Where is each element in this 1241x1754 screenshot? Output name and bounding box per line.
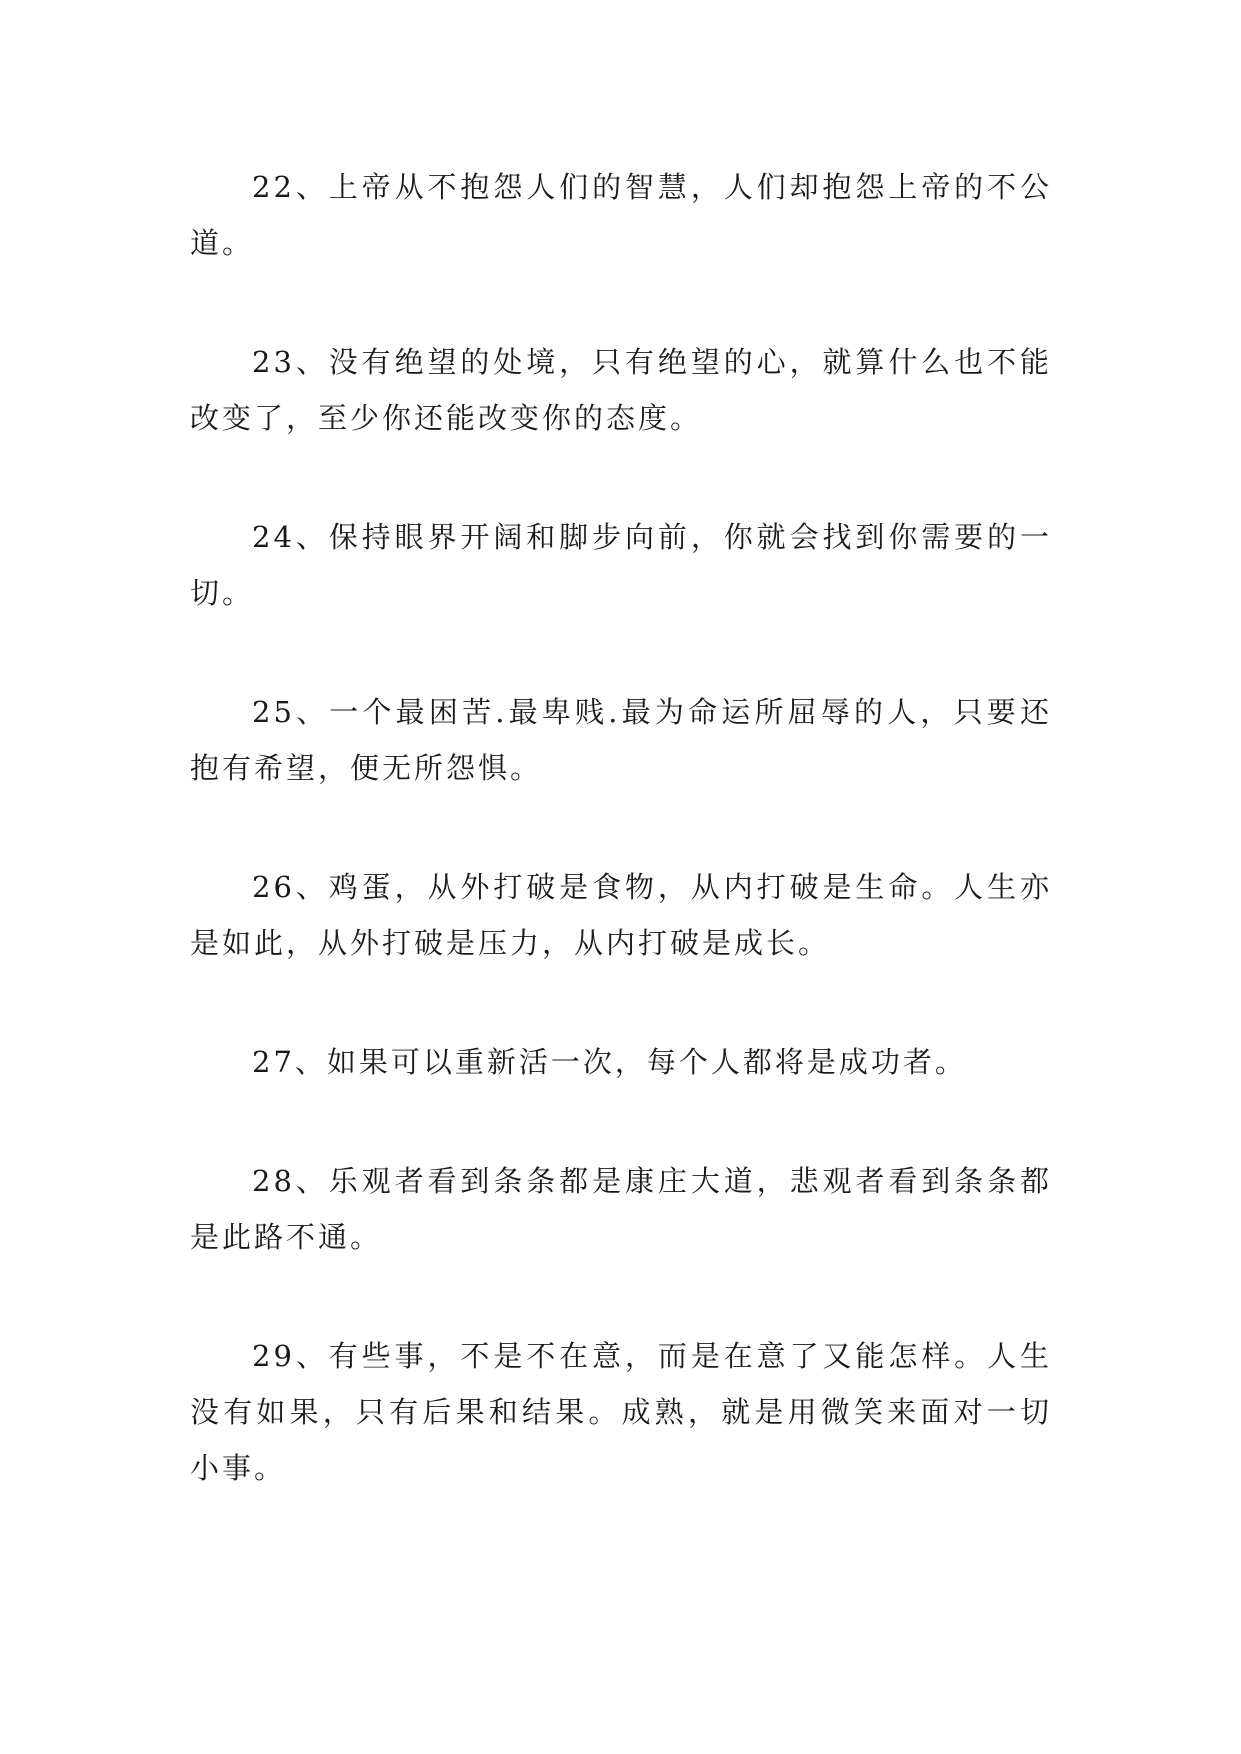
quote-paragraph-22: 22、上帝从不抱怨人们的智慧，人们却抱怨上帝的不公道。 — [190, 170, 1052, 260]
quote-paragraph-27: 27、如果可以重新活一次，每个人都将是成功者。 — [252, 1045, 967, 1079]
quote-paragraph-23: 23、没有绝望的处境，只有绝望的心，就算什么也不能改变了，至少你还能改变你的态度。 — [190, 345, 1052, 435]
quote-paragraph-28: 28、乐观者看到条条都是康庄大道，悲观者看到条条都是此路不通。 — [190, 1164, 1052, 1254]
quote-paragraph-26: 26、鸡蛋，从外打破是食物，从内打破是生命。人生亦是如此，从外打破是压力，从内打破是成长。 — [190, 870, 1052, 960]
quote-paragraph-29: 29、有些事，不是不在意，而是在意了又能怎样。人生没有如果，只有后果和结果。成熟，就是用微笑来面对一切小事。 — [190, 1339, 1052, 1485]
quote-paragraph-25: 25、一个最困苦.最卑贱.最为命运所屈辱的人，只要还抱有希望，便无所怨惧。 — [190, 695, 1052, 785]
quote-paragraph-24: 24、保持眼界开阔和脚步向前，你就会找到你需要的一切。 — [190, 520, 1052, 610]
